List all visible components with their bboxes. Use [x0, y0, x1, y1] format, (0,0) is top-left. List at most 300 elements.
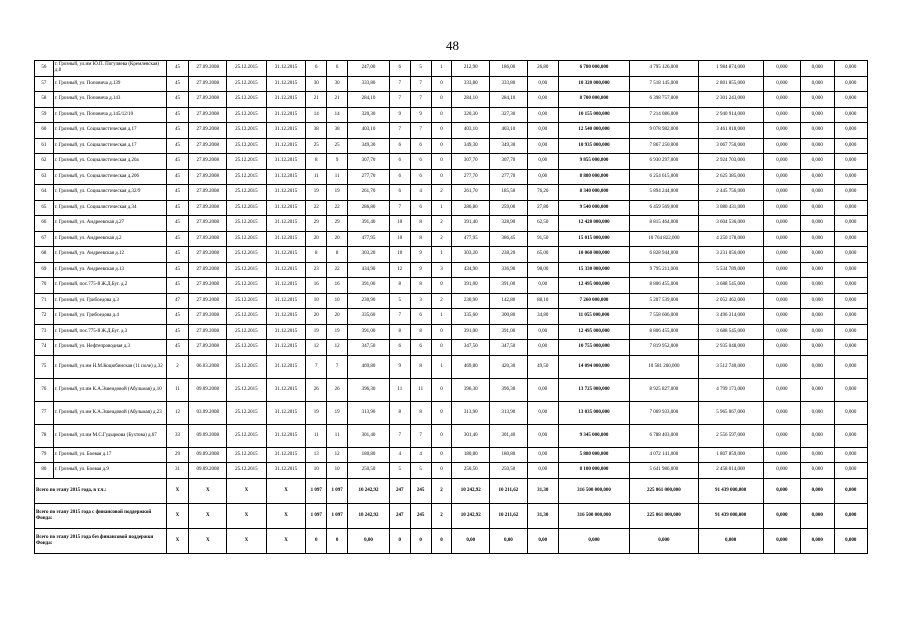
cell-z2: 0,000 [801, 378, 834, 401]
cell-cost: 13 035 000,000 [558, 401, 629, 424]
cell-area3: 180,80 [490, 447, 528, 463]
cell-a: 21 [306, 92, 327, 108]
cell-cost: 10 320 000,000 [558, 76, 629, 92]
cell-p1: 8 806 455,000 [629, 278, 698, 294]
cell-d2: 25.12.2015 [227, 92, 267, 108]
cell-p2: 2 052 462,000 [698, 293, 763, 309]
cell-area3: 420,30 [490, 355, 528, 378]
cell-n: 61 [35, 138, 54, 154]
cell-n: 56 [35, 61, 54, 77]
cell-area3: 186,00 [490, 61, 528, 77]
cell-h: 0 [431, 76, 452, 92]
cell-b: 16 [327, 278, 348, 294]
cell-area1: 349,30 [348, 138, 390, 154]
cell-z3: 0,000 [834, 200, 868, 216]
cell-area4: 65,00 [527, 247, 558, 263]
cell-area4: 76,20 [527, 185, 558, 201]
cell-d2: 25.12.2015 [227, 447, 267, 463]
cell-g: 5 [410, 463, 431, 479]
cell-cost: 10 060 000,000 [558, 247, 629, 263]
cell-d1: 27.09.2008 [189, 123, 227, 139]
cell-f: 6 [389, 340, 410, 356]
cell-area2: 250,50 [452, 463, 490, 479]
cell-c1: 45 [166, 185, 189, 201]
cell-z1: 0,000 [763, 293, 801, 309]
cell-d1: 09.09.2008 [189, 447, 227, 463]
cell-p2: 3 080 431,000 [698, 200, 763, 216]
cell-h: 0 [431, 92, 452, 108]
cell-p1: 5 207 539,000 [629, 293, 698, 309]
cell-area1: 277,70 [348, 169, 390, 185]
cell-h: 0 [431, 324, 452, 340]
cell-z1: 0,000 [763, 355, 801, 378]
cell-c1: 31 [166, 463, 189, 479]
cell-c1: 45 [166, 61, 189, 77]
cell-n: 71 [35, 293, 54, 309]
cell-g: 9 [410, 107, 431, 123]
cell-c1: 45 [166, 92, 189, 108]
cell-a: 11 [306, 424, 327, 447]
cell-c1: 45 [166, 216, 189, 232]
cell-p2: 4 799 173,000 [698, 378, 763, 401]
cell-area4: 0,00 [527, 424, 558, 447]
cell-d2: 25.12.2015 [227, 278, 267, 294]
cell-d1: 27.09.2008 [189, 278, 227, 294]
summary-cell-h: 2 [431, 478, 452, 503]
cell-area1: 396,30 [348, 378, 390, 401]
cell-c1: 47 [166, 293, 189, 309]
cell-cost: 15 330 000,000 [558, 262, 629, 278]
cell-area4: 49,50 [527, 355, 558, 378]
cell-d3: 31.12.2015 [266, 340, 306, 356]
summary-cell-c1: X [166, 478, 189, 503]
cell-area2: 396,30 [452, 378, 490, 401]
cell-d2: 25.12.2015 [227, 340, 267, 356]
cell-p2: 2 458 014,000 [698, 463, 763, 479]
cell-f: 7 [389, 123, 410, 139]
cell-c1: 11 [166, 378, 189, 401]
cell-g: 7 [410, 424, 431, 447]
cell-area2: 313,90 [452, 401, 490, 424]
cell-n: 67 [35, 231, 54, 247]
cell-z2: 0,000 [801, 123, 834, 139]
cell-area4: 0,00 [527, 154, 558, 170]
table-row [35, 340, 868, 356]
cell-a: 23 [306, 262, 327, 278]
cell-addr: г. Грозный, ул.им К.А.Эшеидовой (Абульмая) д.10 [53, 378, 166, 401]
summary-cell-cost: 316 500 000,000 [558, 503, 629, 528]
cell-a: 19 [306, 324, 327, 340]
cell-addr: г. Грозный, ул. Андреевская д.13 [53, 262, 166, 278]
cell-d2: 25.12.2015 [227, 262, 267, 278]
cell-d3: 31.12.2015 [266, 92, 306, 108]
table-row [35, 378, 868, 401]
cell-area2: 307,70 [452, 154, 490, 170]
cell-z3: 0,000 [834, 61, 868, 77]
cell-d3: 31.12.2015 [266, 247, 306, 263]
cell-area3: 277,70 [490, 169, 528, 185]
cell-d3: 31.12.2015 [266, 424, 306, 447]
cell-f: 9 [389, 355, 410, 378]
cell-z3: 0,000 [834, 309, 868, 325]
cell-f: 7 [389, 424, 410, 447]
cell-p2: 5 534 789,000 [698, 262, 763, 278]
summary-cell-z3: 0,000 [834, 503, 868, 528]
cell-g: 7 [410, 92, 431, 108]
cell-area3: 301,40 [490, 424, 528, 447]
cell-d1: 27.09.2008 [189, 262, 227, 278]
cell-c1: 45 [166, 169, 189, 185]
cell-d3: 31.12.2015 [266, 169, 306, 185]
cell-g: 11 [410, 378, 431, 401]
cell-d1: 09.09.2008 [189, 463, 227, 479]
summary-cell-d1: X [189, 528, 227, 553]
cell-z2: 0,000 [801, 138, 834, 154]
cell-c1: 33 [166, 424, 189, 447]
cell-area2: 391,40 [452, 216, 490, 232]
cell-b: 38 [327, 123, 348, 139]
cell-d2: 25.12.2015 [227, 401, 267, 424]
cell-area2: 349,30 [452, 138, 490, 154]
cell-cost: 13 725 000,000 [558, 378, 629, 401]
cell-cost: 9 855 000,000 [558, 154, 629, 170]
cell-d3: 31.12.2015 [266, 463, 306, 479]
summary-cell-area4: 0,00 [527, 528, 558, 553]
cell-z3: 0,000 [834, 154, 868, 170]
cell-n: 80 [35, 463, 54, 479]
cell-p1: 4 795 126,000 [629, 61, 698, 77]
cell-n: 57 [35, 76, 54, 92]
table-row [35, 324, 868, 340]
cell-d1: 27.09.2008 [189, 138, 227, 154]
summary-cell-a: 1 097 [306, 503, 327, 528]
cell-z1: 0,000 [763, 92, 801, 108]
cell-z1: 0,000 [763, 76, 801, 92]
cell-h: 0 [431, 447, 452, 463]
cell-z2: 0,000 [801, 200, 834, 216]
summary-cell-area2: 10 242,92 [452, 478, 490, 503]
cell-addr: г. Грозный, ул. Андреевская д.12 [53, 247, 166, 263]
summary-cell-area2: 0,00 [452, 528, 490, 553]
cell-p1: 7 214 086,000 [629, 107, 698, 123]
cell-d1: 27.09.2008 [189, 216, 227, 232]
cell-cost: 7 260 000,000 [558, 293, 629, 309]
cell-addr: г. Грозный, ул. Поповича д.139 [53, 76, 166, 92]
summary-cell-p2: 91 439 000,000 [698, 503, 763, 528]
table-row [35, 262, 868, 278]
cell-cost: 10 935 000,000 [558, 138, 629, 154]
cell-h: 0 [431, 138, 452, 154]
summary-cell-h: 0 [431, 528, 452, 553]
cell-cost: 8 100 000,000 [558, 463, 629, 479]
cell-z2: 0,000 [801, 355, 834, 378]
cell-p2: 2 801 855,000 [698, 76, 763, 92]
cell-a: 29 [306, 216, 327, 232]
cell-area2: 286,80 [452, 200, 490, 216]
cell-h: 0 [431, 169, 452, 185]
cell-g: 8 [410, 231, 431, 247]
cell-cost: 8 880 000,000 [558, 169, 629, 185]
cell-area2: 284,10 [452, 92, 490, 108]
cell-addr: г. Грозный, ул. Поповича д.143 [53, 92, 166, 108]
cell-area3: 336,90 [490, 262, 528, 278]
cell-area4: 0,00 [527, 278, 558, 294]
cell-f: 6 [389, 154, 410, 170]
summary-cell-z2: 0,000 [801, 528, 834, 553]
cell-p1: 7 069 933,000 [629, 401, 698, 424]
cell-n: 72 [35, 309, 54, 325]
cell-area3: 284,10 [490, 92, 528, 108]
cell-z3: 0,000 [834, 92, 868, 108]
summary-cell-area3: 0,00 [490, 528, 528, 553]
cell-p1: 4 072 141,000 [629, 447, 698, 463]
cell-area2: 303,20 [452, 247, 490, 263]
cell-b: 10 [327, 293, 348, 309]
cell-b: 22 [327, 262, 348, 278]
cell-p2: 3 496 314,000 [698, 309, 763, 325]
cell-d1: 06.03.2008 [189, 355, 227, 378]
cell-p1: 6 459 569,000 [629, 200, 698, 216]
cell-d2: 25.12.2015 [227, 293, 267, 309]
cell-z1: 0,000 [763, 447, 801, 463]
summary-cell-p2: 0,000 [698, 528, 763, 553]
cell-addr: г. Грозный, ул.им К.А.Эшеидовой (Абульмая) д.23 [53, 401, 166, 424]
cell-z1: 0,000 [763, 309, 801, 325]
cell-area4: 0,00 [527, 340, 558, 356]
cell-p2: 3 461 018,000 [698, 123, 763, 139]
cell-area2: 333,80 [452, 76, 490, 92]
cell-d1: 27.09.2008 [189, 340, 227, 356]
cell-p2: 3 512 740,000 [698, 355, 763, 378]
table-row [35, 200, 868, 216]
summary-cell-p2: 91 439 000,000 [698, 478, 763, 503]
cell-p1: 8 815 464,000 [629, 216, 698, 232]
cell-area3: 386,45 [490, 231, 528, 247]
summary-row [35, 528, 868, 553]
cell-b: 26 [327, 378, 348, 401]
table-row [35, 107, 868, 123]
cell-n: 58 [35, 92, 54, 108]
cell-area4: 0,00 [527, 92, 558, 108]
cell-d1: 03.09.2008 [189, 401, 227, 424]
cell-z2: 0,000 [801, 424, 834, 447]
cell-f: 5 [389, 463, 410, 479]
cell-c1: 29 [166, 447, 189, 463]
summary-cell-z1: 0,000 [763, 478, 801, 503]
cell-f: 6 [389, 185, 410, 201]
cell-area3: 185,50 [490, 185, 528, 201]
cell-z3: 0,000 [834, 355, 868, 378]
cell-p2: 2 935 048,000 [698, 340, 763, 356]
cell-c1: 45 [166, 200, 189, 216]
cell-d2: 25.12.2015 [227, 200, 267, 216]
cell-d1: 27.09.2008 [189, 76, 227, 92]
cell-p2: 2 940 914,000 [698, 107, 763, 123]
summary-cell-area1: 10 242,92 [348, 478, 390, 503]
cell-g: 6 [410, 169, 431, 185]
cell-cost: 11 055 000,000 [558, 309, 629, 325]
cell-c1: 45 [166, 76, 189, 92]
cell-p1: 8 806 455,000 [629, 324, 698, 340]
cell-area3: 403,10 [490, 123, 528, 139]
summary-cell-area4: 31,30 [527, 503, 558, 528]
cell-z2: 0,000 [801, 107, 834, 123]
cell-addr: г. Грозный, ул. Социалистическая д.17 [53, 138, 166, 154]
table-row [35, 154, 868, 170]
cell-cost: 9 345 000,000 [558, 424, 629, 447]
cell-area4: 0,00 [527, 463, 558, 479]
cell-b: 9 [327, 154, 348, 170]
cell-area3: 300,80 [490, 309, 528, 325]
cell-d2: 25.12.2015 [227, 424, 267, 447]
cell-d3: 31.12.2015 [266, 324, 306, 340]
cell-z1: 0,000 [763, 200, 801, 216]
cell-n: 78 [35, 424, 54, 447]
cell-d3: 31.12.2015 [266, 107, 306, 123]
summary-cell-z1: 0,000 [763, 503, 801, 528]
cell-n: 68 [35, 247, 54, 263]
cell-area1: 313,90 [348, 401, 390, 424]
cell-area3: 259,00 [490, 200, 528, 216]
housing-program-table [34, 60, 868, 554]
cell-z2: 0,000 [801, 262, 834, 278]
cell-z3: 0,000 [834, 278, 868, 294]
cell-area1: 307,70 [348, 154, 390, 170]
cell-area4: 88,10 [527, 293, 558, 309]
cell-area4: 98,00 [527, 262, 558, 278]
cell-b: 11 [327, 424, 348, 447]
summary-row [35, 503, 868, 528]
cell-d2: 25.12.2015 [227, 169, 267, 185]
table-row [35, 216, 868, 232]
cell-z3: 0,000 [834, 447, 868, 463]
cell-cost: 12 495 000,000 [558, 278, 629, 294]
summary-cell-area1: 10 242,92 [348, 503, 390, 528]
cell-p2: 2 556 597,000 [698, 424, 763, 447]
cell-area2: 230,90 [452, 293, 490, 309]
cell-z1: 0,000 [763, 154, 801, 170]
cell-a: 6 [306, 61, 327, 77]
cell-area3: 142,80 [490, 293, 528, 309]
cell-area3: 333,80 [490, 76, 528, 92]
cell-d1: 27.09.2008 [189, 200, 227, 216]
cell-n: 62 [35, 154, 54, 170]
cell-f: 8 [389, 324, 410, 340]
cell-addr: г. Грозный, ул. Социалистическая д.34 [53, 200, 166, 216]
cell-addr: г. Грозный, ул.им Н.М.Коцюбинская (11 поле) д.32 [53, 355, 166, 378]
cell-z1: 0,000 [763, 216, 801, 232]
cell-c1: 45 [166, 278, 189, 294]
cell-area1: 469,80 [348, 355, 390, 378]
cell-b: 6 [327, 61, 348, 77]
cell-area3: 238,20 [490, 247, 528, 263]
cell-c1: 45 [166, 138, 189, 154]
cell-addr: г. Грозный, ул. Поповича д.145/12/10 [53, 107, 166, 123]
cell-f: 6 [389, 61, 410, 77]
cell-d2: 25.12.2015 [227, 231, 267, 247]
cell-area4: 34,80 [527, 309, 558, 325]
summary-cell-f: 247 [389, 503, 410, 528]
cell-b: 19 [327, 324, 348, 340]
cell-area4: 0,00 [527, 107, 558, 123]
cell-a: 10 [306, 463, 327, 479]
cell-d1: 09.09.2008 [189, 378, 227, 401]
cell-z2: 0,000 [801, 216, 834, 232]
cell-area4: 0,00 [527, 401, 558, 424]
cell-cost: 8 340 000,000 [558, 185, 629, 201]
cell-d3: 31.12.2015 [266, 123, 306, 139]
cell-n: 64 [35, 185, 54, 201]
cell-p1: 6 254 615,000 [629, 169, 698, 185]
cell-a: 22 [306, 200, 327, 216]
cell-addr: г. Грозный, пос.775-й Ж.Д.Буг. д.2 [53, 278, 166, 294]
cell-f: 5 [389, 293, 410, 309]
cell-area1: 333,80 [348, 76, 390, 92]
summary-cell-f: 0 [389, 528, 410, 553]
cell-area2: 403,10 [452, 123, 490, 139]
cell-cost: 12 495 000,000 [558, 324, 629, 340]
cell-g: 4 [410, 447, 431, 463]
cell-d2: 25.12.2015 [227, 61, 267, 77]
cell-z2: 0,000 [801, 169, 834, 185]
cell-area3: 328,90 [490, 216, 528, 232]
cell-d2: 25.12.2015 [227, 76, 267, 92]
summary-cell-g: 245 [410, 503, 431, 528]
cell-n: 65 [35, 200, 54, 216]
cell-area4: 0,00 [527, 123, 558, 139]
cell-z3: 0,000 [834, 231, 868, 247]
table-row [35, 447, 868, 463]
cell-a: 19 [306, 401, 327, 424]
cell-z3: 0,000 [834, 185, 868, 201]
cell-addr: г. Грозный, ул.им Ю.П. Погуляева (Кремлевская) д.8 [53, 61, 166, 77]
cell-area2: 391,00 [452, 324, 490, 340]
cell-area1: 347,50 [348, 340, 390, 356]
cell-d3: 31.12.2015 [266, 309, 306, 325]
cell-area1: 301,40 [348, 424, 390, 447]
cell-d3: 31.12.2015 [266, 200, 306, 216]
cell-z2: 0,000 [801, 324, 834, 340]
cell-d2: 25.12.2015 [227, 463, 267, 479]
cell-area1: 403,10 [348, 123, 390, 139]
cell-z2: 0,000 [801, 231, 834, 247]
cell-z3: 0,000 [834, 340, 868, 356]
cell-d1: 09.09.2008 [189, 424, 227, 447]
summary-cell-area4: 31,30 [527, 478, 558, 503]
cell-z2: 0,000 [801, 61, 834, 77]
cell-area2: 434,90 [452, 262, 490, 278]
summary-cell-b: 1 097 [327, 478, 348, 503]
cell-f: 11 [389, 378, 410, 401]
cell-a: 16 [306, 278, 327, 294]
cell-z3: 0,000 [834, 76, 868, 92]
cell-area3: 391,00 [490, 324, 528, 340]
summary-cell-area2: 10 242,92 [452, 503, 490, 528]
cell-h: 2 [431, 231, 452, 247]
cell-p2: 2 924 703,000 [698, 154, 763, 170]
cell-d2: 25.12.2015 [227, 324, 267, 340]
cell-h: 0 [431, 378, 452, 401]
cell-cost: 12 540 000,000 [558, 123, 629, 139]
cell-area1: 250,50 [348, 463, 390, 479]
cell-d3: 31.12.2015 [266, 61, 306, 77]
cell-cost: 9 540 000,000 [558, 200, 629, 216]
cell-n: 76 [35, 378, 54, 401]
cell-area2: 261,70 [452, 185, 490, 201]
cell-area1: 261,70 [348, 185, 390, 201]
cell-p2: 2 301 243,000 [698, 92, 763, 108]
summary-cell-d2: X [227, 503, 267, 528]
